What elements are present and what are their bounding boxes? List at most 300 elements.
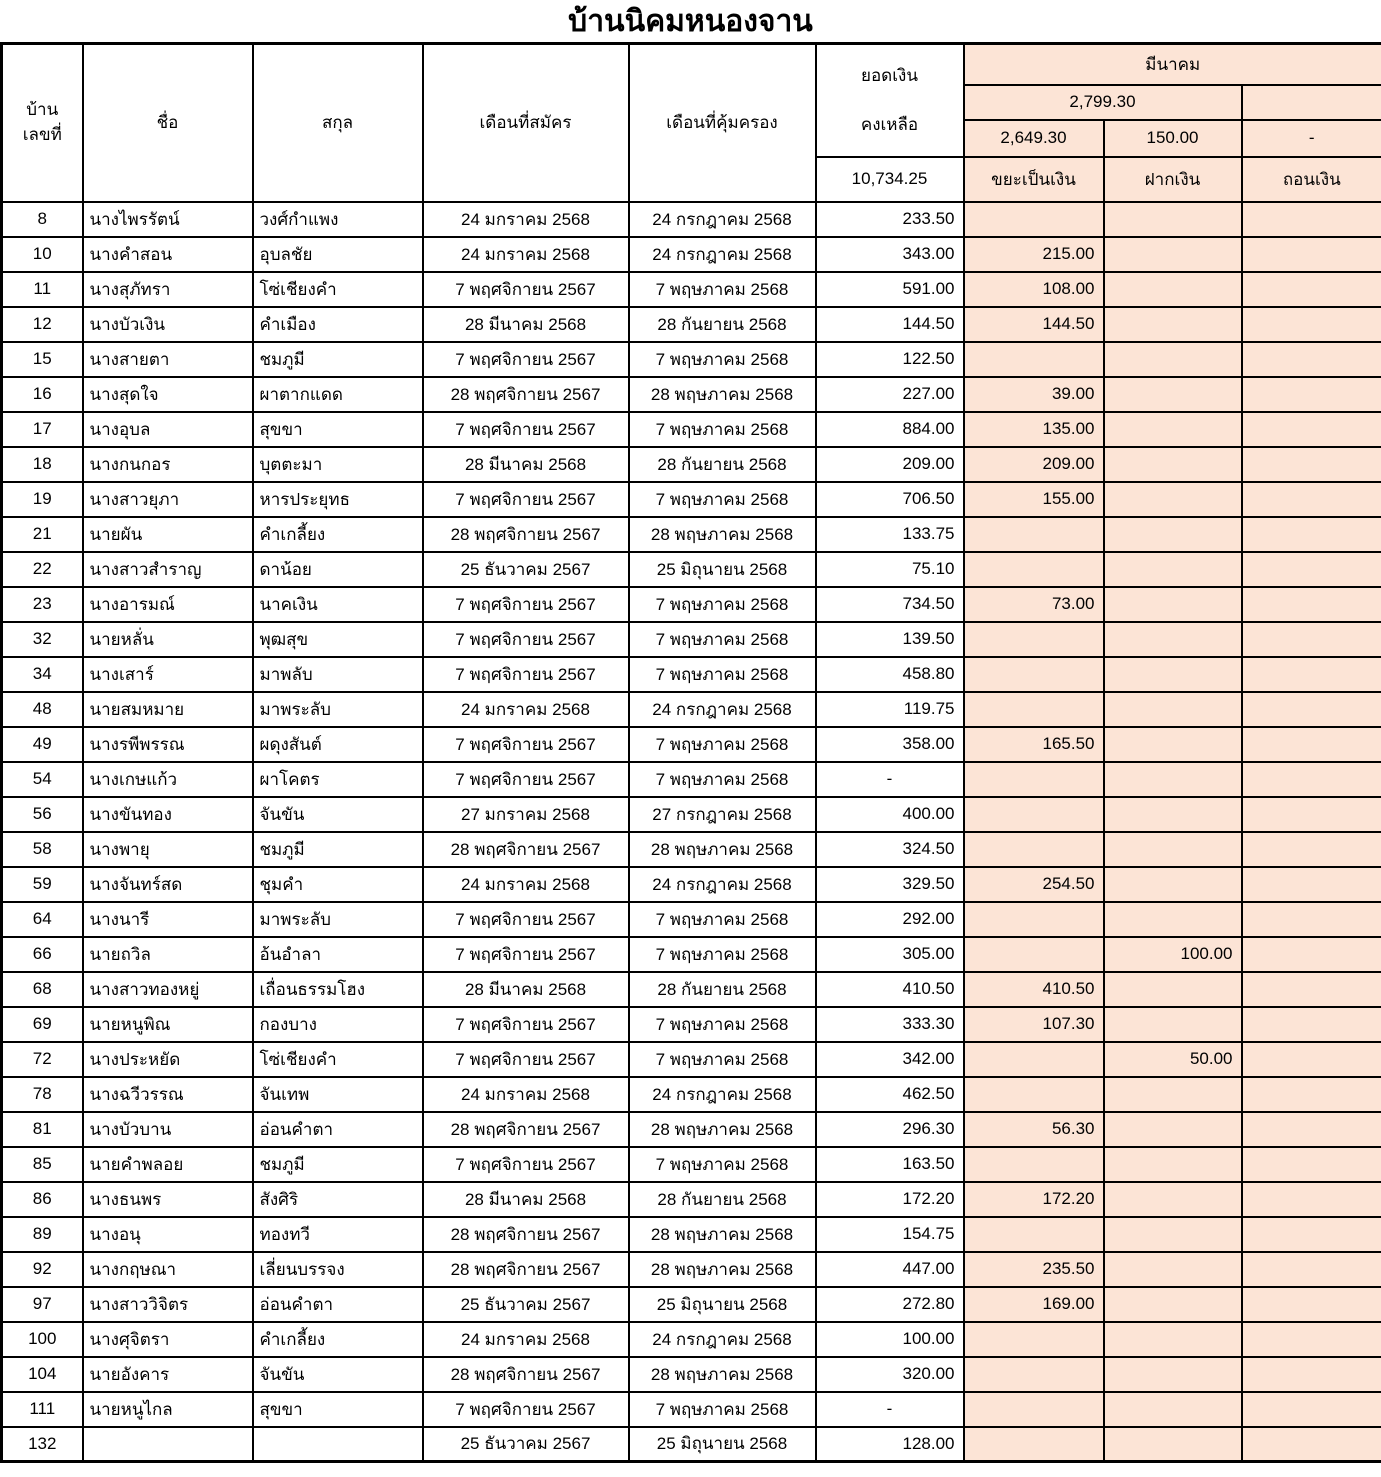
deposit-cell: 100.00	[1104, 937, 1242, 972]
deposit-cell	[1104, 622, 1242, 657]
cover-month-cell: 7 พฤษภาคม 2568	[629, 902, 816, 937]
deposit-cell	[1104, 1182, 1242, 1217]
name-cell: นางรพีพรรณ	[83, 727, 253, 762]
name-cell: นางพายุ	[83, 832, 253, 867]
surname-cell: ผดุงสันต์	[253, 727, 423, 762]
balance-cell: 884.00	[816, 412, 964, 447]
withdraw-cell	[1242, 972, 1381, 1007]
deposit-cell	[1104, 202, 1242, 237]
surname-cell: โซ่เชียงคำ	[253, 272, 423, 307]
surname-cell: อุบลชัย	[253, 237, 423, 272]
balance-cell: 119.75	[816, 692, 964, 727]
withdraw-cell	[1242, 867, 1381, 902]
header-deposit-total: 150.00	[1104, 120, 1242, 157]
apply-month-cell: 7 พฤศจิกายน 2567	[423, 902, 629, 937]
house-no-cell: 85	[2, 1147, 83, 1182]
withdraw-cell	[1242, 657, 1381, 692]
house-no-cell: 78	[2, 1077, 83, 1112]
garbage-money-cell	[964, 202, 1104, 237]
header-garbage-label: ขยะเป็นเงิน	[964, 157, 1104, 202]
balance-cell: 154.75	[816, 1217, 964, 1252]
name-cell: นางประหยัด	[83, 1042, 253, 1077]
apply-month-cell: 28 มีนาคม 2568	[423, 307, 629, 342]
name-cell: นางอุบล	[83, 412, 253, 447]
table-row	[2, 1182, 1381, 1217]
name-cell: นางขันทอง	[83, 797, 253, 832]
cover-month-cell: 25 มิถุนายน 2568	[629, 1287, 816, 1322]
header-balance-total: 10,734.25	[816, 157, 964, 202]
cover-month-cell: 7 พฤษภาคม 2568	[629, 1042, 816, 1077]
surname-cell: ชุมคำ	[253, 867, 423, 902]
withdraw-cell	[1242, 902, 1381, 937]
name-cell: นางคำสอน	[83, 237, 253, 272]
garbage-money-cell: 73.00	[964, 587, 1104, 622]
header-surname: สกุล	[253, 44, 423, 202]
apply-month-cell: 24 มกราคม 2568	[423, 867, 629, 902]
name-cell: นางสาววิจิตร	[83, 1287, 253, 1322]
table-row	[2, 622, 1381, 657]
apply-month-cell: 24 มกราคม 2568	[423, 237, 629, 272]
balance-cell: 292.00	[816, 902, 964, 937]
name-cell: นางนารี	[83, 902, 253, 937]
name-cell: นางธนพร	[83, 1182, 253, 1217]
apply-month-cell: 24 มกราคม 2568	[423, 1322, 629, 1357]
cover-month-cell: 24 กรกฎาคม 2568	[629, 867, 816, 902]
garbage-money-cell: 209.00	[964, 447, 1104, 482]
withdraw-cell	[1242, 1427, 1381, 1462]
house-no-cell: 92	[2, 1252, 83, 1287]
name-cell: นางอารมณ์	[83, 587, 253, 622]
garbage-money-cell: 235.50	[964, 1252, 1104, 1287]
deposit-cell	[1104, 1322, 1242, 1357]
apply-month-cell: 27 มกราคม 2568	[423, 797, 629, 832]
surname-cell: สุขขา	[253, 412, 423, 447]
balance-cell: 458.80	[816, 657, 964, 692]
cover-month-cell: 28 กันยายน 2568	[629, 1182, 816, 1217]
surname-cell: คำเมือง	[253, 307, 423, 342]
surname-cell: หารประยุทธ	[253, 482, 423, 517]
table-row	[2, 412, 1381, 447]
withdraw-cell	[1242, 447, 1381, 482]
withdraw-cell	[1242, 1287, 1381, 1322]
cover-month-cell: 28 พฤษภาคม 2568	[629, 1112, 816, 1147]
balance-cell: -	[816, 1392, 964, 1427]
table-row	[2, 202, 1381, 237]
cover-month-cell: 28 กันยายน 2568	[629, 972, 816, 1007]
apply-month-cell: 28 พฤศจิกายน 2567	[423, 1357, 629, 1392]
apply-month-cell: 7 พฤศจิกายน 2567	[423, 342, 629, 377]
table-row	[2, 972, 1381, 1007]
house-no-cell: 18	[2, 447, 83, 482]
header-garbage-total: 2,649.30	[964, 120, 1104, 157]
table-row	[2, 1322, 1381, 1357]
balance-cell: 333.30	[816, 1007, 964, 1042]
deposit-cell	[1104, 307, 1242, 342]
garbage-money-cell: 410.50	[964, 972, 1104, 1007]
deposit-cell	[1104, 1077, 1242, 1112]
table-row	[2, 1252, 1381, 1287]
cover-month-cell: 7 พฤษภาคม 2568	[629, 1392, 816, 1427]
house-no-cell: 32	[2, 622, 83, 657]
deposit-cell	[1104, 517, 1242, 552]
name-cell: นายอังคาร	[83, 1357, 253, 1392]
cover-month-cell: 27 กรกฎาคม 2568	[629, 797, 816, 832]
cover-month-cell: 28 พฤษภาคม 2568	[629, 517, 816, 552]
balance-cell: -	[816, 762, 964, 797]
cover-month-cell: 7 พฤษภาคม 2568	[629, 1147, 816, 1182]
balance-cell: 139.50	[816, 622, 964, 657]
surname-cell: กองบาง	[253, 1007, 423, 1042]
house-no-cell: 59	[2, 867, 83, 902]
house-no-cell: 86	[2, 1182, 83, 1217]
house-no-cell: 8	[2, 202, 83, 237]
deposit-cell	[1104, 797, 1242, 832]
surname-cell: อ่อนคำตา	[253, 1287, 423, 1322]
name-cell: นางสาวทองหยู่	[83, 972, 253, 1007]
cover-month-cell: 7 พฤษภาคม 2568	[629, 482, 816, 517]
name-cell: นางสุดใจ	[83, 377, 253, 412]
surname-cell	[253, 1427, 423, 1462]
surname-cell: เลี่ยนบรรจง	[253, 1252, 423, 1287]
house-no-cell: 10	[2, 237, 83, 272]
header-house-no-line1: บ้าน	[26, 100, 59, 120]
header-balance	[816, 44, 964, 157]
name-cell: นางไพรรัตน์	[83, 202, 253, 237]
withdraw-cell	[1242, 237, 1381, 272]
balance-cell: 233.50	[816, 202, 964, 237]
cover-month-cell: 28 พฤษภาคม 2568	[629, 377, 816, 412]
withdraw-cell	[1242, 202, 1381, 237]
surname-cell: ชมภูมี	[253, 832, 423, 867]
apply-month-cell: 7 พฤศจิกายน 2567	[423, 1392, 629, 1427]
name-cell: นางบัวบาน	[83, 1112, 253, 1147]
deposit-cell	[1104, 342, 1242, 377]
name-cell: นางฉวีวรรณ	[83, 1077, 253, 1112]
table-row	[2, 1287, 1381, 1322]
cover-month-cell: 7 พฤษภาคม 2568	[629, 342, 816, 377]
garbage-money-cell	[964, 657, 1104, 692]
garbage-money-cell	[964, 762, 1104, 797]
surname-cell: ดาน้อย	[253, 552, 423, 587]
withdraw-cell	[1242, 412, 1381, 447]
house-no-cell: 12	[2, 307, 83, 342]
house-no-cell: 66	[2, 937, 83, 972]
balance-cell: 324.50	[816, 832, 964, 867]
apply-month-cell: 7 พฤศจิกายน 2567	[423, 657, 629, 692]
name-cell: นางสุภัทรา	[83, 272, 253, 307]
cover-month-cell: 7 พฤษภาคม 2568	[629, 587, 816, 622]
withdraw-cell	[1242, 1357, 1381, 1392]
table-row	[2, 342, 1381, 377]
surname-cell: วงศ์กำแพง	[253, 202, 423, 237]
garbage-money-cell: 169.00	[964, 1287, 1104, 1322]
garbage-money-cell	[964, 517, 1104, 552]
apply-month-cell: 7 พฤศจิกายน 2567	[423, 1147, 629, 1182]
name-cell: นางบัวเงิน	[83, 307, 253, 342]
house-no-cell: 56	[2, 797, 83, 832]
apply-month-cell: 24 มกราคม 2568	[423, 1077, 629, 1112]
surname-cell: เถื่อนธรรมโฮง	[253, 972, 423, 1007]
garbage-money-cell: 144.50	[964, 307, 1104, 342]
balance-cell: 272.80	[816, 1287, 964, 1322]
balance-cell: 227.00	[816, 377, 964, 412]
surname-cell: จันขัน	[253, 1357, 423, 1392]
name-cell: นางเกษแก้ว	[83, 762, 253, 797]
balance-cell: 133.75	[816, 517, 964, 552]
garbage-money-cell: 135.00	[964, 412, 1104, 447]
garbage-money-cell	[964, 1147, 1104, 1182]
header-deposit-label: ฝากเงิน	[1104, 157, 1242, 202]
apply-month-cell: 7 พฤศจิกายน 2567	[423, 587, 629, 622]
withdraw-cell	[1242, 1077, 1381, 1112]
surname-cell: คำเกลี้ยง	[253, 1322, 423, 1357]
surname-cell: พุฒสุข	[253, 622, 423, 657]
deposit-cell	[1104, 1357, 1242, 1392]
apply-month-cell: 25 ธันวาคม 2567	[423, 1287, 629, 1322]
garbage-money-cell	[964, 622, 1104, 657]
table-row	[2, 727, 1381, 762]
withdraw-cell	[1242, 797, 1381, 832]
deposit-cell	[1104, 1007, 1242, 1042]
surname-cell: จันขัน	[253, 797, 423, 832]
withdraw-cell	[1242, 482, 1381, 517]
name-cell: นายหนูพิณ	[83, 1007, 253, 1042]
withdraw-cell	[1242, 762, 1381, 797]
garbage-money-cell	[964, 1357, 1104, 1392]
withdraw-cell	[1242, 1042, 1381, 1077]
surname-cell: ทองทวี	[253, 1217, 423, 1252]
name-cell: นางสาวสำราญ	[83, 552, 253, 587]
surname-cell: ชมภูมี	[253, 342, 423, 377]
balance-cell: 343.00	[816, 237, 964, 272]
withdraw-cell	[1242, 377, 1381, 412]
cover-month-cell: 24 กรกฎาคม 2568	[629, 202, 816, 237]
house-no-cell: 111	[2, 1392, 83, 1427]
balance-cell: 400.00	[816, 797, 964, 832]
balance-cell: 734.50	[816, 587, 964, 622]
garbage-money-cell	[964, 552, 1104, 587]
withdraw-cell	[1242, 587, 1381, 622]
table-row	[2, 1112, 1381, 1147]
table-row	[2, 797, 1381, 832]
deposit-cell	[1104, 482, 1242, 517]
apply-month-cell: 28 มีนาคม 2568	[423, 447, 629, 482]
table-row	[2, 657, 1381, 692]
garbage-money-cell: 108.00	[964, 272, 1104, 307]
garbage-money-cell	[964, 1077, 1104, 1112]
header-month-total: 2,799.30	[964, 85, 1242, 120]
surname-cell: นาคเงิน	[253, 587, 423, 622]
withdraw-cell	[1242, 307, 1381, 342]
cover-month-cell: 28 พฤษภาคม 2568	[629, 1252, 816, 1287]
house-no-cell: 15	[2, 342, 83, 377]
deposit-cell	[1104, 272, 1242, 307]
cover-month-cell: 7 พฤษภาคม 2568	[629, 762, 816, 797]
balance-cell: 358.00	[816, 727, 964, 762]
apply-month-cell: 7 พฤศจิกายน 2567	[423, 727, 629, 762]
table-row	[2, 447, 1381, 482]
deposit-cell: 50.00	[1104, 1042, 1242, 1077]
surname-cell: มาพระลับ	[253, 692, 423, 727]
table-row	[2, 1427, 1381, 1462]
cover-month-cell: 24 กรกฎาคม 2568	[629, 1322, 816, 1357]
name-cell: นางสายตา	[83, 342, 253, 377]
apply-month-cell: 7 พฤศจิกายน 2567	[423, 1007, 629, 1042]
surname-cell: ผาตากแดด	[253, 377, 423, 412]
garbage-money-cell	[964, 342, 1104, 377]
header-balance-line2: คงเหลือ	[860, 115, 919, 135]
name-cell: นางจันทร์สด	[83, 867, 253, 902]
name-cell	[83, 1427, 253, 1462]
house-no-cell: 97	[2, 1287, 83, 1322]
apply-month-cell: 28 พฤศจิกายน 2567	[423, 1112, 629, 1147]
table-row	[2, 307, 1381, 342]
table-row	[2, 867, 1381, 902]
garbage-money-cell	[964, 1217, 1104, 1252]
header-balance-line1: ยอดเงิน	[861, 65, 918, 85]
name-cell: นางกนกอร	[83, 447, 253, 482]
apply-month-cell: 28 พฤศจิกายน 2567	[423, 1252, 629, 1287]
deposit-cell	[1104, 692, 1242, 727]
deposit-cell	[1104, 1147, 1242, 1182]
house-no-cell: 21	[2, 517, 83, 552]
header-apply-month: เดือนที่สมัคร	[423, 44, 629, 202]
apply-month-cell: 28 มีนาคม 2568	[423, 1182, 629, 1217]
balance-cell: 410.50	[816, 972, 964, 1007]
balance-cell: 209.00	[816, 447, 964, 482]
apply-month-cell: 28 พฤศจิกายน 2567	[423, 517, 629, 552]
cover-month-cell: 7 พฤษภาคม 2568	[629, 272, 816, 307]
surname-cell: สังศิริ	[253, 1182, 423, 1217]
name-cell: นายผัน	[83, 517, 253, 552]
member-savings-table	[0, 42, 1381, 1463]
apply-month-cell: 24 มกราคม 2568	[423, 692, 629, 727]
balance-cell: 320.00	[816, 1357, 964, 1392]
apply-month-cell: 25 ธันวาคม 2567	[423, 1427, 629, 1462]
garbage-money-cell	[964, 1392, 1104, 1427]
deposit-cell	[1104, 587, 1242, 622]
name-cell: นางศุจิตรา	[83, 1322, 253, 1357]
withdraw-cell	[1242, 727, 1381, 762]
deposit-cell	[1104, 867, 1242, 902]
withdraw-cell	[1242, 832, 1381, 867]
apply-month-cell: 28 มีนาคม 2568	[423, 972, 629, 1007]
deposit-cell	[1104, 1392, 1242, 1427]
garbage-money-cell: 155.00	[964, 482, 1104, 517]
surname-cell: ผาโคตร	[253, 762, 423, 797]
apply-month-cell: 28 พฤศจิกายน 2567	[423, 1217, 629, 1252]
apply-month-cell: 7 พฤศจิกายน 2567	[423, 762, 629, 797]
deposit-cell	[1104, 1252, 1242, 1287]
house-no-cell: 89	[2, 1217, 83, 1252]
garbage-money-cell	[964, 937, 1104, 972]
balance-cell: 75.10	[816, 552, 964, 587]
table-row	[2, 552, 1381, 587]
surname-cell: มาพระลับ	[253, 902, 423, 937]
house-no-cell: 104	[2, 1357, 83, 1392]
deposit-cell	[1104, 1217, 1242, 1252]
balance-cell: 591.00	[816, 272, 964, 307]
table-row	[2, 902, 1381, 937]
deposit-cell	[1104, 832, 1242, 867]
deposit-cell	[1104, 377, 1242, 412]
table-row	[2, 1077, 1381, 1112]
deposit-cell	[1104, 552, 1242, 587]
deposit-cell	[1104, 902, 1242, 937]
table-row	[2, 1042, 1381, 1077]
cover-month-cell: 24 กรกฎาคม 2568	[629, 237, 816, 272]
balance-cell: 447.00	[816, 1252, 964, 1287]
cover-month-cell: 25 มิถุนายน 2568	[629, 552, 816, 587]
garbage-money-cell: 107.30	[964, 1007, 1104, 1042]
withdraw-cell	[1242, 552, 1381, 587]
withdraw-cell	[1242, 1007, 1381, 1042]
table-body	[2, 202, 1381, 1462]
cover-month-cell: 24 กรกฎาคม 2568	[629, 1077, 816, 1112]
withdraw-cell	[1242, 692, 1381, 727]
withdraw-cell	[1242, 272, 1381, 307]
table-row	[2, 587, 1381, 622]
withdraw-cell	[1242, 1147, 1381, 1182]
house-no-cell: 68	[2, 972, 83, 1007]
surname-cell: จันเทพ	[253, 1077, 423, 1112]
house-no-cell: 69	[2, 1007, 83, 1042]
apply-month-cell: 25 ธันวาคม 2567	[423, 552, 629, 587]
cover-month-cell: 7 พฤษภาคม 2568	[629, 1007, 816, 1042]
apply-month-cell: 7 พฤศจิกายน 2567	[423, 272, 629, 307]
header-withdraw-total: -	[1242, 120, 1381, 157]
apply-month-cell: 7 พฤศจิกายน 2567	[423, 1042, 629, 1077]
table-row	[2, 377, 1381, 412]
garbage-money-cell	[964, 1042, 1104, 1077]
withdraw-cell	[1242, 1252, 1381, 1287]
cover-month-cell: 24 กรกฎาคม 2568	[629, 692, 816, 727]
withdraw-cell	[1242, 937, 1381, 972]
withdraw-cell	[1242, 1182, 1381, 1217]
deposit-cell	[1104, 237, 1242, 272]
table-row	[2, 692, 1381, 727]
garbage-money-cell: 165.50	[964, 727, 1104, 762]
withdraw-cell	[1242, 1322, 1381, 1357]
table-row	[2, 1007, 1381, 1042]
garbage-money-cell: 254.50	[964, 867, 1104, 902]
withdraw-cell	[1242, 517, 1381, 552]
house-no-cell: 64	[2, 902, 83, 937]
cover-month-cell: 25 มิถุนายน 2568	[629, 1427, 816, 1462]
name-cell: นายถวิล	[83, 937, 253, 972]
surname-cell: โซ่เชียงคำ	[253, 1042, 423, 1077]
withdraw-cell	[1242, 1112, 1381, 1147]
apply-month-cell: 7 พฤศจิกายน 2567	[423, 937, 629, 972]
surname-cell: บุตตะมา	[253, 447, 423, 482]
deposit-cell	[1104, 1427, 1242, 1462]
cover-month-cell: 28 พฤษภาคม 2568	[629, 832, 816, 867]
header-house-no-line2: เลขที่	[22, 124, 62, 144]
house-no-cell: 81	[2, 1112, 83, 1147]
house-no-cell: 22	[2, 552, 83, 587]
name-cell: นายหนูไกล	[83, 1392, 253, 1427]
withdraw-cell	[1242, 342, 1381, 377]
garbage-money-cell: 172.20	[964, 1182, 1104, 1217]
table-row	[2, 517, 1381, 552]
balance-cell: 163.50	[816, 1147, 964, 1182]
balance-cell: 706.50	[816, 482, 964, 517]
garbage-money-cell	[964, 692, 1104, 727]
deposit-cell	[1104, 727, 1242, 762]
table-row	[2, 1392, 1381, 1427]
table-row	[2, 832, 1381, 867]
house-no-cell: 11	[2, 272, 83, 307]
